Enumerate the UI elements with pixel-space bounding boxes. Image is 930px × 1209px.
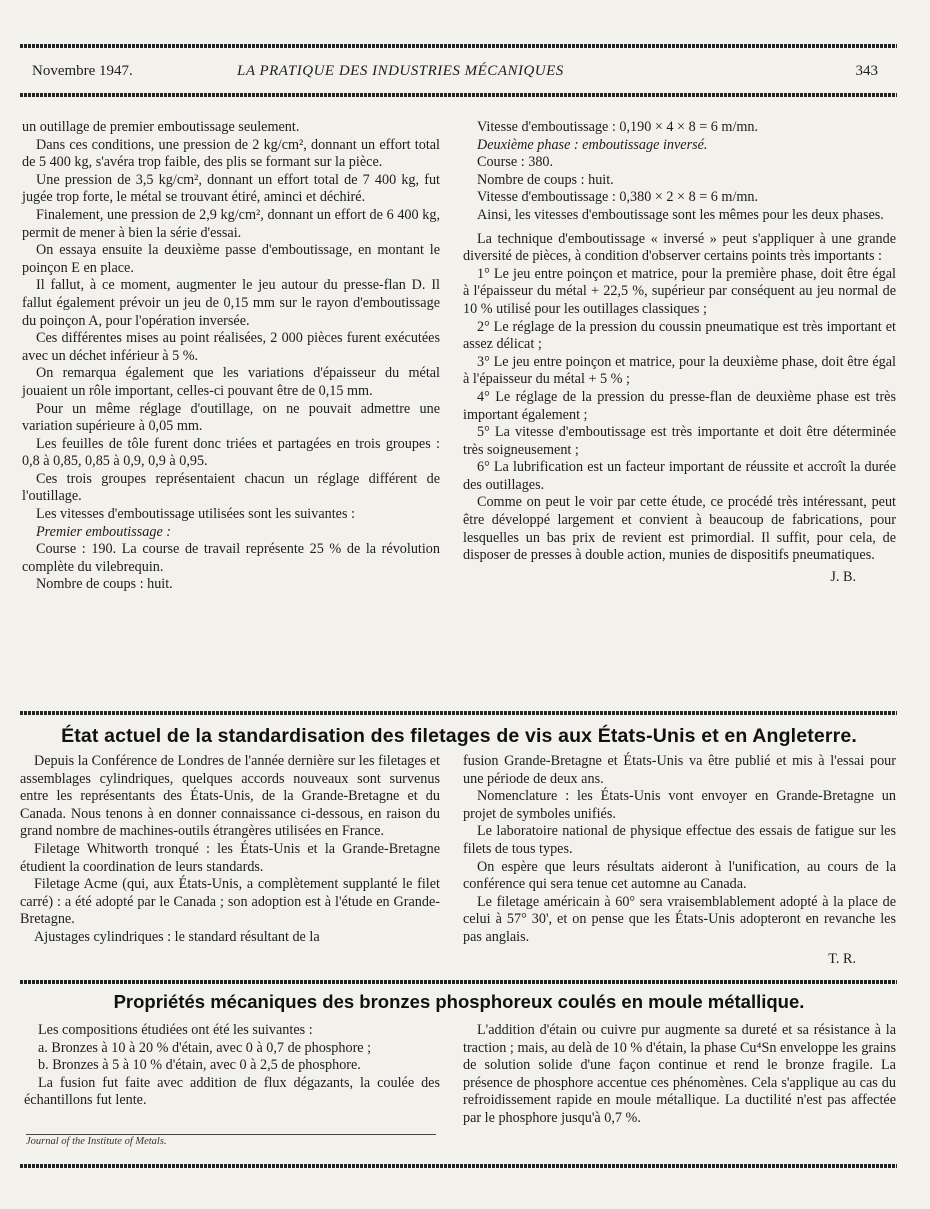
article3-left-column [24,1022,440,1110]
article3-right-column [463,1022,896,1128]
paragraph: 2° Le réglage de la pression du coussin pneumatique est très important et assez délicat ; [463,318,896,353]
paragraph: Course : 190. La course de travail représente 25 % de la révolution complète du vilebrequin. [22,541,440,575]
paragraph: Filetage Whitworth tronqué : les États-Unis et la Grande-Bretagne étudient la coordination de leurs standards. [20,840,440,875]
section-rule-2 [20,980,897,984]
top-rule [20,44,897,48]
article2-left-column [20,753,440,947]
paragraph: 3° Le jeu entre poinçon et matrice, pour la deuxième phase, doit être égal à l'épaisseur du métal + 5 % ; [463,353,896,388]
paragraph: Finalement, une pression de 2,9 kg/cm², donnant un effort de 6 400 kg, permit de mener à bien la série d'essai. [22,206,440,241]
paragraph: fusion Grande-Bretagne et États-Unis va être publié et mis à l'essai pour une période de deux ans. [463,753,896,787]
paragraph: Filetage Acme (qui, aux États-Unis, a complètement supplanté le filet carré) : a été adopté par le Canada ; son adoption est à l'étude en Grande-Bretagne. [20,876,440,928]
paragraph: 4° Le réglage de la pression du presse-flan de deuxième phase est très important également ; [463,388,896,423]
paragraph: Premier emboutissage : [36,523,172,540]
paragraph: 5° La vitesse d'emboutissage est très importante et doit être déterminée très soigneusement ; [463,424,896,458]
paragraph: Le filetage américain à 60° sera vraisemblablement adopté à la place de celui à 57° 30', et on pense que les États-Unis adopteront en revanche les pas anglais. [463,893,896,945]
paragraph: Il fallut, à ce moment, augmenter le jeu autour du presse-flan D. Il fallut également prévoir un jeu de 0,15 mm sur le rayon d'emboutissage du poinçon A, pour l'opération inversée. [22,277,440,329]
paragraph: 1° Le jeu entre poinçon et matrice, pour la première phase, doit être égal à l'épaisseur du métal + 22,5 %, supérieur par conséquent au jeu normal de 10 % utilisé pour les outillages classiques ; [463,265,896,317]
paragraph: 6° La lubrification est un facteur important de réussite et accroît la durée des outillages. [463,459,896,493]
paragraph: Deuxième phase : emboutissage inversé. [477,136,708,153]
article2-title: État actuel de la standardisation des filetages de vis aux États-Unis et en Angleterre. [61,725,857,747]
issue-date: Novembre 1947. [32,63,133,79]
paragraph: On espère que leurs résultats aideront à l'unification, au cours de la conférence qui sera tenue cet automne au Canada. [463,858,896,893]
paragraph: Les compositions étudiées ont été les suivantes : [38,1022,313,1038]
paragraph: Le laboratoire national de physique effectue des essais de fatigue sur les filets de tous types. [463,823,896,857]
footnote-rule [26,1134,436,1135]
paragraph: Ces différentes mises au point réalisées, 2 000 pièces furent exécutées avec un déchet inférieur à 5 %. [22,330,440,364]
header-rule [20,93,897,97]
article1-left-column [22,119,440,594]
paragraph: Nomenclature : les États-Unis vont envoyer en Grande-Bretagne un projet de symboles unifiés. [463,788,896,822]
paragraph: Nombre de coups : huit. [477,171,614,188]
section-rule-1 [20,711,897,715]
paragraph: Dans ces conditions, une pression de 2 kg/cm², donnant un effort total de 5 400 kg, s'avéra trop faible, des plis se formant sur la pièce. [22,136,440,171]
paragraph: On remarqua également que les variations d'épaisseur du métal jouaient un rôle important, celles-ci pouvant être de 0,15 mm. [22,365,440,399]
paragraph: Ainsi, les vitesses d'emboutissage sont les mêmes pour les deux phases. [477,206,884,223]
paragraph: Nombre de coups : huit. [36,576,173,593]
article2-right-column [463,753,896,968]
article3-title: Propriétés mécaniques des bronzes phosphoreux coulés en moule métallique. [113,991,805,1012]
journal-title: LA PRATIQUE DES INDUSTRIES MÉCANIQUES [237,63,564,79]
paragraph: Vitesse d'emboutissage : 0,380 × 2 × 8 = 6 m/mn. [477,189,759,206]
paragraph: Les feuilles de tôle furent donc triées et partagées en trois groupes : 0,8 à 0,85, 0,85 à 0,9, 0,9 à 0,95. [22,435,440,470]
paragraph: L'addition d'étain ou cuivre pur augmente sa dureté et sa résistance à la traction ; mais, au delà de 10 % d'étain, la phase Cu⁴Sn enveloppe les grains de solution solide d'une façon continue et rend le bronze fragile. La présence de phosphore accentue ces phénomènes. Cela s'applique au cas du refroidissement rapide en moule métallique. La ductilité n'est pas affectée par le phosphore jusqu'à 0,7 %. [463,1022,896,1126]
paragraph: J. B. [830,568,856,585]
paragraph: La fusion fut faite avec addition de flux dégazants, la coulée des échantillons fut lente. [24,1074,440,1109]
paragraph: Depuis la Conférence de Londres de l'année dernière sur les filetages et assemblages cylindriques, quelques accords nouveaux sont survenus entre les représentants des États-Unis, de la Grande-Bretagne et du Canada. Nous tenons à en donner connaissance ci-dessous, en raison du grand nombre de machines-outils étrangères utilisées en France. [20,753,440,840]
paragraph: Pour un même réglage d'outillage, on ne pouvait admettre une variation supérieure à 0,05 mm. [22,400,440,435]
paragraph: Les vitesses d'emboutissage utilisées sont les suivantes : [36,506,355,523]
bottom-rule [20,1164,897,1168]
paragraph: On essaya ensuite la deuxième passe d'emboutissage, en montant le poinçon E en place. [22,242,440,276]
footnote-source: Journal of the Institute of Metals. [26,1136,167,1147]
paragraph: Vitesse d'emboutissage : 0,190 × 4 × 8 = 6 m/mn. [477,119,759,135]
article1-right-column [463,119,896,586]
paragraph: Une pression de 3,5 kg/cm², donnant un effort total de 7 400 kg, fut jugée trop forte, le métal se trouvant étiré, aminci et déchiré. [22,171,440,206]
paragraph: Course : 380. [477,154,554,171]
page-number: 343 [855,63,878,79]
paragraph: b. Bronzes à 5 à 10 % d'étain, avec 0 à 2,5 de phosphore. [38,1057,361,1074]
paragraph: La technique d'emboutissage « inversé » peut s'appliquer à une grande diversité de pièces, à condition d'observer certains points très importants : [463,230,896,265]
paragraph: un outillage de premier emboutissage seulement. [22,119,300,135]
paragraph: Ajustages cylindriques : le standard résultant de la [34,928,320,945]
running-header [32,63,878,83]
paragraph: Ces trois groupes représentaient chacun un réglage différent de l'outillage. [22,470,440,505]
paragraph: a. Bronzes à 10 à 20 % d'étain, avec 0 à 0,7 de phosphore ; [38,1039,372,1056]
paragraph: T. R. [828,950,856,967]
paragraph: Comme on peut le voir par cette étude, ce procédé très intéressant, peut être développé largement et convient à beaucoup de fabrications, pour lesquelles un bas prix de revient est primordial. Il suffit, pour cela, de disposer de presses à double action, munies de dispositifs pneumatiques. [463,494,896,564]
